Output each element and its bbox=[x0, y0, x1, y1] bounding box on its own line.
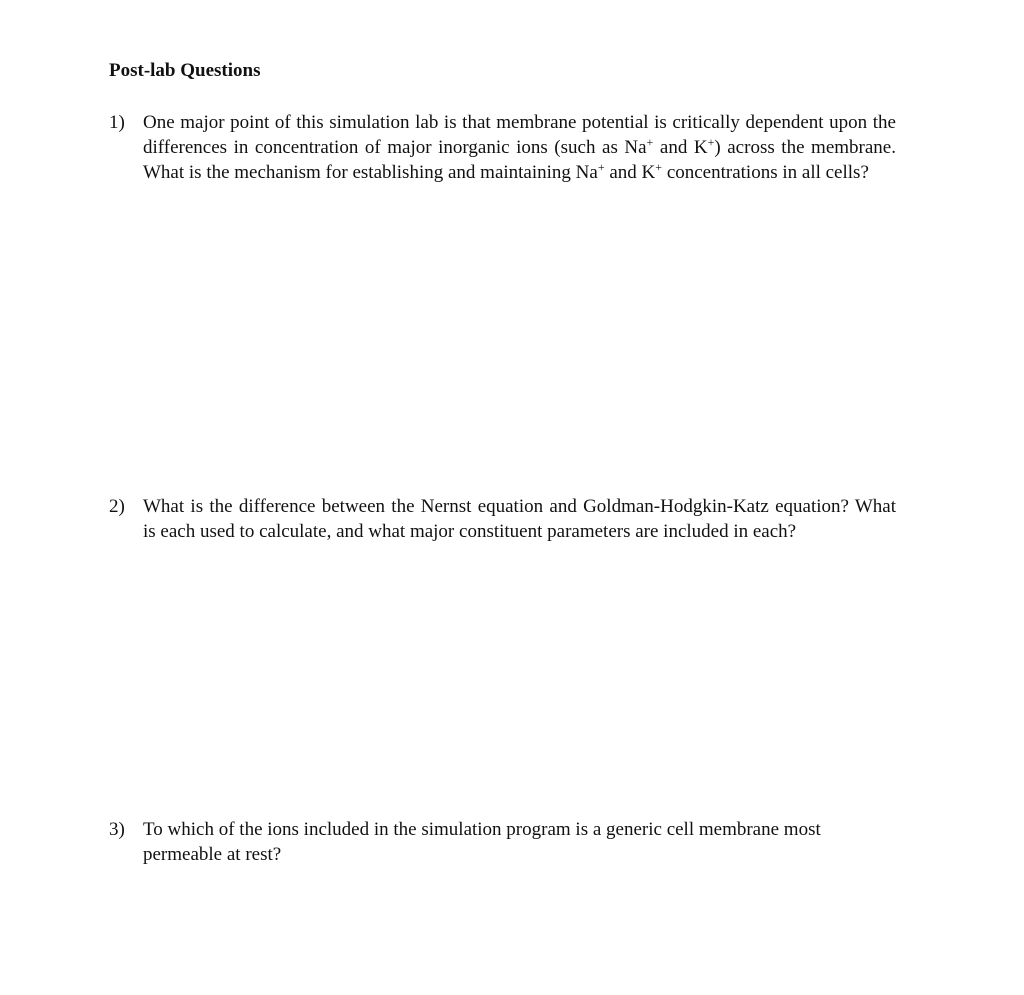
question-text bbox=[143, 817, 896, 867]
question-text bbox=[143, 494, 896, 544]
page-title: Post-lab Questions bbox=[109, 60, 261, 81]
superscript-plus: + bbox=[597, 160, 605, 174]
question-text-run: and K bbox=[604, 162, 656, 183]
question-3 bbox=[109, 817, 896, 867]
question-number: 3) bbox=[109, 819, 125, 840]
question-text bbox=[143, 110, 896, 185]
question-number: 2) bbox=[109, 496, 125, 517]
question-text-run: ) across the membrane. What is the mechanism for establishing and maintaining Na bbox=[143, 137, 896, 183]
question-text-run: To which of the ions included in the simulation program is a generic cell membrane most permeable at rest? bbox=[143, 819, 821, 865]
question-text-run: One major point of this simulation lab is that membrane potential is critically dependent upon the differences in concentration of major inorganic ions (such as Na bbox=[143, 112, 896, 158]
superscript-plus: + bbox=[646, 135, 654, 149]
question-text-run: and K bbox=[653, 137, 708, 158]
question-text-run: concentrations in all cells? bbox=[662, 162, 869, 183]
question-number: 1) bbox=[109, 112, 125, 133]
question-2 bbox=[109, 494, 896, 544]
superscript-plus: + bbox=[707, 135, 715, 149]
question-text-run: What is the difference between the Nernst equation and Goldman-Hodgkin-Katz equation? What is each used to calculate, and what major constituent parameters are included in each? bbox=[143, 496, 896, 542]
superscript-plus: + bbox=[655, 160, 663, 174]
question-1 bbox=[109, 110, 896, 185]
